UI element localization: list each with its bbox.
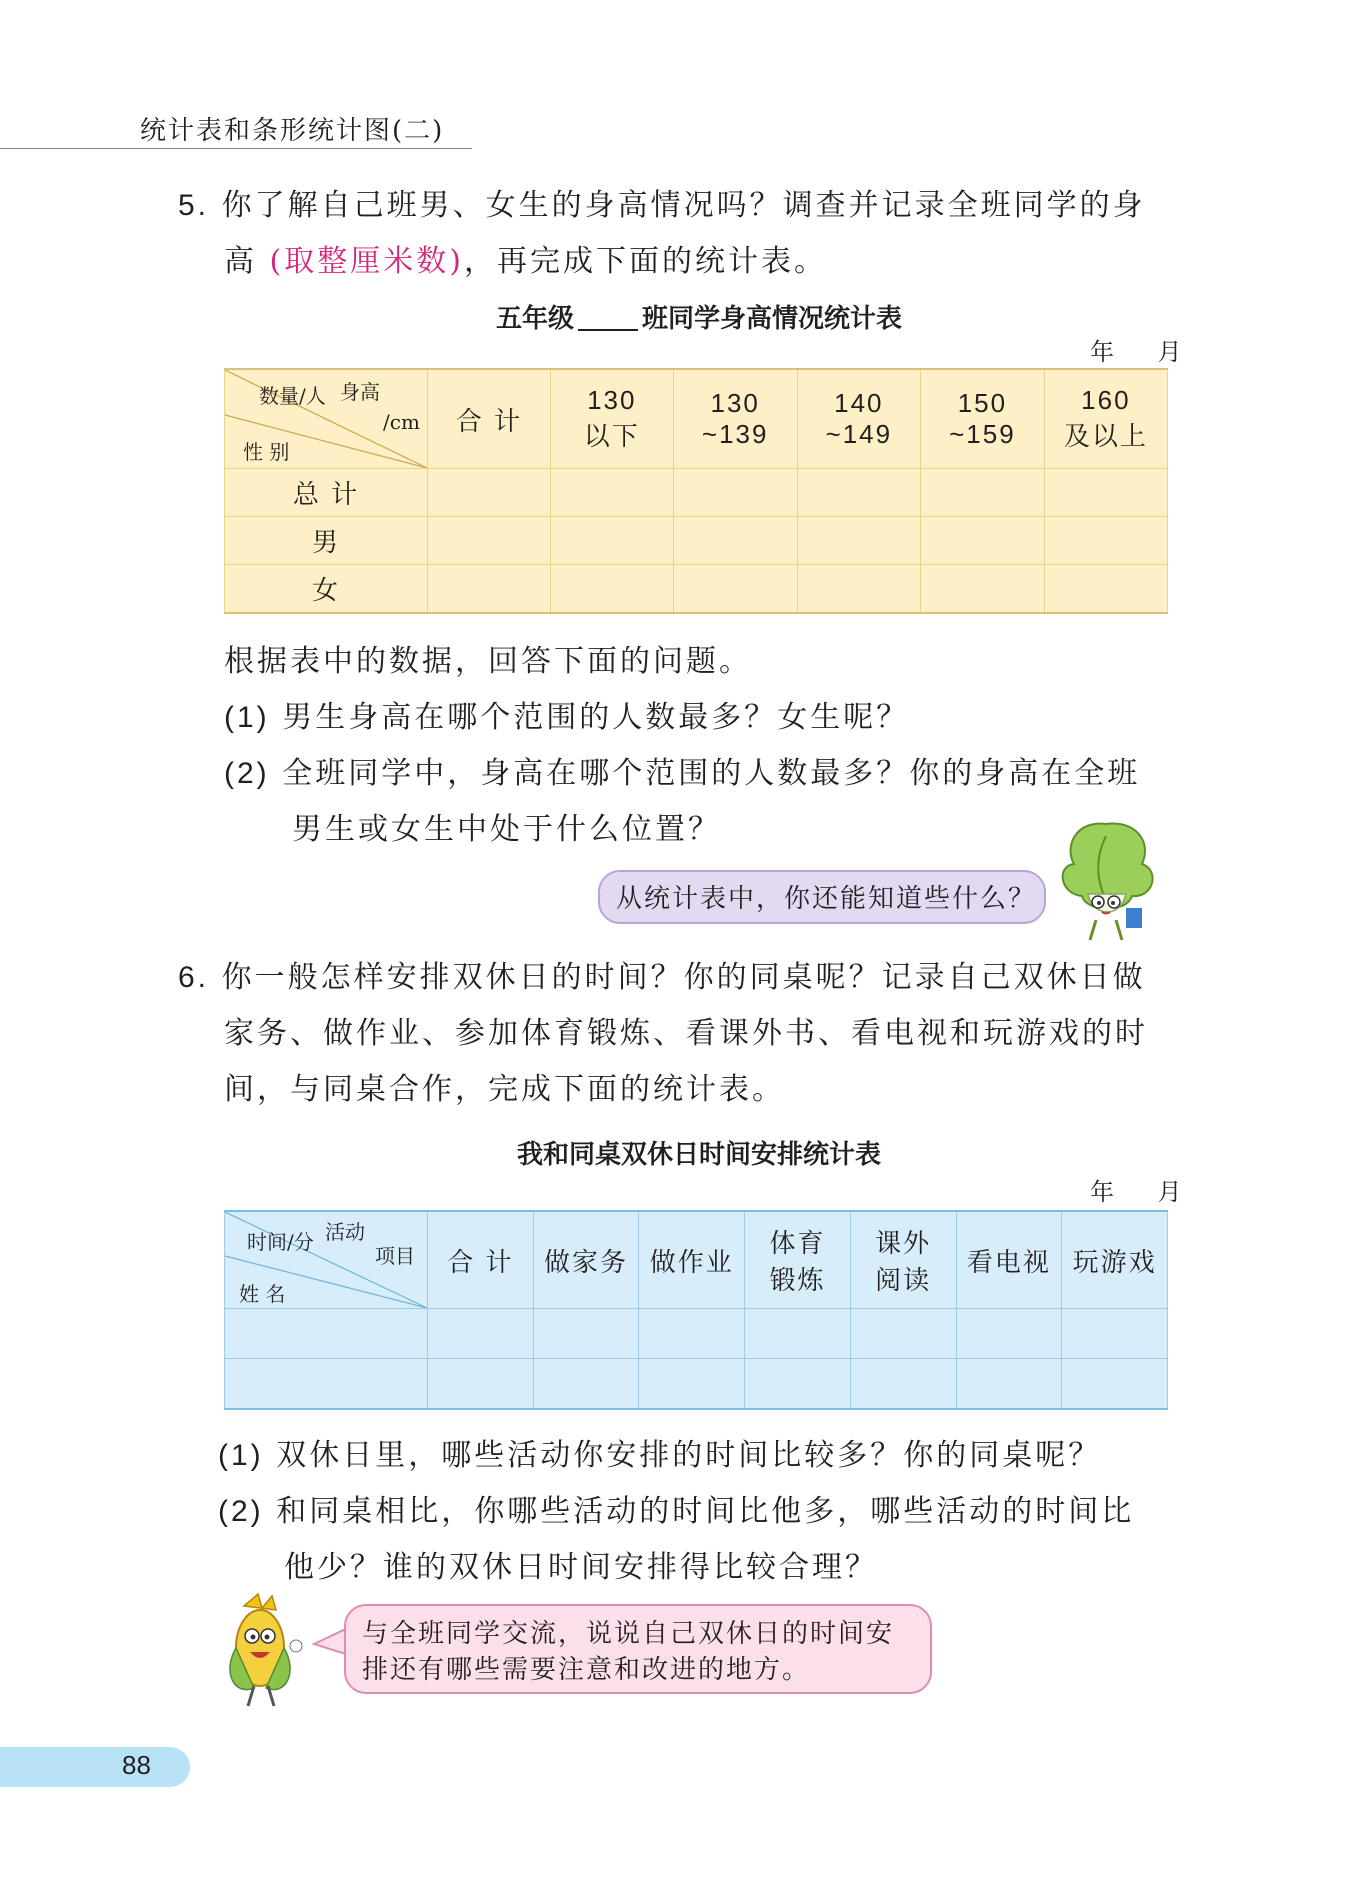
q5-highlight: (取整厘米数)	[269, 244, 464, 279]
col-total: 合 计	[428, 369, 551, 469]
cell[interactable]	[639, 1309, 745, 1359]
col-130-139: 130 ~139	[673, 369, 797, 469]
q5-title-rest: 班同学身高情况统计表	[642, 304, 903, 334]
q5-line1: 你了解自己班男、女生的身高情况吗？调查并记录全班同学的身	[221, 188, 1146, 223]
q6-sub2-line2: 他少？谁的双休日时间安排得比较合理？	[284, 1550, 878, 1585]
table-row	[225, 1309, 1168, 1359]
q5-sub1: 男生身高在哪个范围的人数最多？女生呢？	[282, 700, 910, 735]
q5-title-grade: 五年级	[495, 304, 574, 334]
q6-sub1-number: (1)	[218, 1439, 264, 1472]
col-150-159: 150 ~159	[921, 369, 1045, 469]
cell[interactable]	[1044, 469, 1167, 517]
row-male	[225, 517, 1168, 565]
col-homework: 做作业	[639, 1211, 745, 1309]
cell[interactable]	[550, 469, 673, 517]
cell[interactable]	[533, 1309, 639, 1359]
col-tv: 看电视	[956, 1211, 1062, 1309]
cell[interactable]	[745, 1359, 851, 1409]
cell[interactable]	[956, 1309, 1062, 1359]
q5-text	[178, 178, 1178, 290]
table-row	[225, 1359, 1168, 1409]
hdr-height: 身高	[340, 380, 380, 404]
q5-sub2-line2: 男生或女生中处于什么位置？	[292, 812, 721, 847]
hdr-unit: /cm	[383, 410, 420, 434]
cell[interactable]	[533, 1359, 639, 1409]
weekend-time-table	[224, 1210, 1168, 1410]
q5-speech-bubble	[598, 870, 1046, 924]
cell[interactable]	[428, 1359, 534, 1409]
cell[interactable]	[921, 565, 1045, 613]
q6-sub2-number: (2)	[218, 1495, 264, 1528]
cell[interactable]	[428, 469, 551, 517]
hdr-gender: 性 别	[243, 440, 290, 464]
col-160-above: 160 及以上	[1044, 369, 1167, 469]
cell[interactable]	[850, 1359, 956, 1409]
cell[interactable]	[428, 1309, 534, 1359]
col-housework: 做家务	[533, 1211, 639, 1309]
cell[interactable]	[673, 565, 797, 613]
cell[interactable]	[797, 517, 921, 565]
cell[interactable]	[956, 1359, 1062, 1409]
row-female	[225, 565, 1168, 613]
q6-line2: 家务、做作业、参加体育锻炼、看课外书、看电视和玩游戏的时	[224, 1016, 1148, 1051]
cell[interactable]	[550, 565, 673, 613]
running-header: 统计表和条形统计图(二)	[140, 116, 445, 146]
class-blank	[578, 329, 638, 331]
q5-line2-end: ，再完成下面的统计表。	[463, 244, 827, 279]
cabbage-mascot-icon	[1046, 816, 1168, 946]
diagonal-header-cell	[225, 1211, 428, 1309]
q6-bubble-line1: 与全班同学交流，说说自己双休日的时间安	[362, 1619, 895, 1649]
cell[interactable]	[850, 1309, 956, 1359]
row-label-male: 男	[225, 517, 428, 565]
cell[interactable]	[1062, 1309, 1168, 1359]
q5-followup	[224, 634, 1184, 858]
col-140-149: 140 ~149	[797, 369, 921, 469]
cell[interactable]	[225, 1309, 428, 1359]
q6-date: 年 月	[1090, 1178, 1200, 1206]
q6-speech-bubble	[344, 1604, 932, 1694]
hdr-name: 姓 名	[239, 1282, 286, 1306]
q6-number: 6.	[178, 961, 210, 994]
row-total	[225, 469, 1168, 517]
page-number-tab	[0, 1747, 190, 1787]
col-sports: 体育 锻炼	[745, 1211, 851, 1309]
cell[interactable]	[797, 469, 921, 517]
q5-sub1-number: (1)	[224, 701, 270, 734]
cell[interactable]	[1044, 517, 1167, 565]
q5-number: 5.	[178, 189, 210, 222]
cell[interactable]	[225, 1359, 428, 1409]
cell[interactable]	[745, 1309, 851, 1359]
cell[interactable]	[1062, 1359, 1168, 1409]
q5-table-title	[224, 298, 1174, 335]
q6-followup	[218, 1428, 1188, 1596]
col-games: 玩游戏	[1062, 1211, 1168, 1309]
col-total: 合 计	[428, 1211, 534, 1309]
cell[interactable]	[428, 517, 551, 565]
cell[interactable]	[673, 469, 797, 517]
cell[interactable]	[797, 565, 921, 613]
cell[interactable]	[639, 1359, 745, 1409]
q6-bubble-line2: 排还有哪些需要注意和改进的地方。	[362, 1655, 811, 1685]
row-label-female: 女	[225, 565, 428, 613]
q5-date: 年 月	[1090, 338, 1200, 366]
cell[interactable]	[550, 517, 673, 565]
hdr-quantity: 数量/人	[259, 384, 326, 408]
q5-after-text: 根据表中的数据，回答下面的问题。	[224, 644, 752, 679]
q6-sub2-line1: 和同桌相比，你哪些活动的时间比他多，哪些活动的时间比	[276, 1494, 1135, 1529]
corn-mascot-icon	[214, 1592, 314, 1712]
cell[interactable]	[921, 517, 1045, 565]
cell[interactable]	[673, 517, 797, 565]
hdr-time: 时间/分	[247, 1230, 314, 1254]
cell[interactable]	[428, 565, 551, 613]
q5-sub2-number: (2)	[224, 757, 270, 790]
row-label-total: 总 计	[225, 469, 428, 517]
cell[interactable]	[921, 469, 1045, 517]
q5-line2-start: 高	[224, 244, 257, 279]
hdr-item: 项目	[375, 1244, 415, 1268]
q6-text	[178, 950, 1178, 1118]
page-number: 88	[122, 1750, 151, 1780]
q6-table-title: 我和同桌双休日时间安排统计表	[516, 1140, 881, 1170]
cell[interactable]	[1044, 565, 1167, 613]
q6-line3: 间，与同桌合作，完成下面的统计表。	[224, 1072, 785, 1107]
diagonal-header-cell	[225, 369, 428, 469]
col-below-130: 130 以下	[550, 369, 673, 469]
header-rule	[0, 148, 472, 149]
q5-sub2-line1: 全班同学中，身高在哪个范围的人数最多？你的身高在全班	[282, 756, 1141, 791]
hdr-activity: 活动	[325, 1220, 365, 1244]
height-stat-table	[224, 368, 1168, 614]
q6-line1: 你一般怎样安排双休日的时间？你的同桌呢？记录自己双休日做	[221, 960, 1146, 995]
q6-sub1: 双休日里，哪些活动你安排的时间比较多？你的同桌呢？	[276, 1438, 1102, 1473]
col-reading: 课外 阅读	[850, 1211, 956, 1309]
q5-bubble-text: 从统计表中，你还能知道些什么？	[616, 884, 1037, 914]
